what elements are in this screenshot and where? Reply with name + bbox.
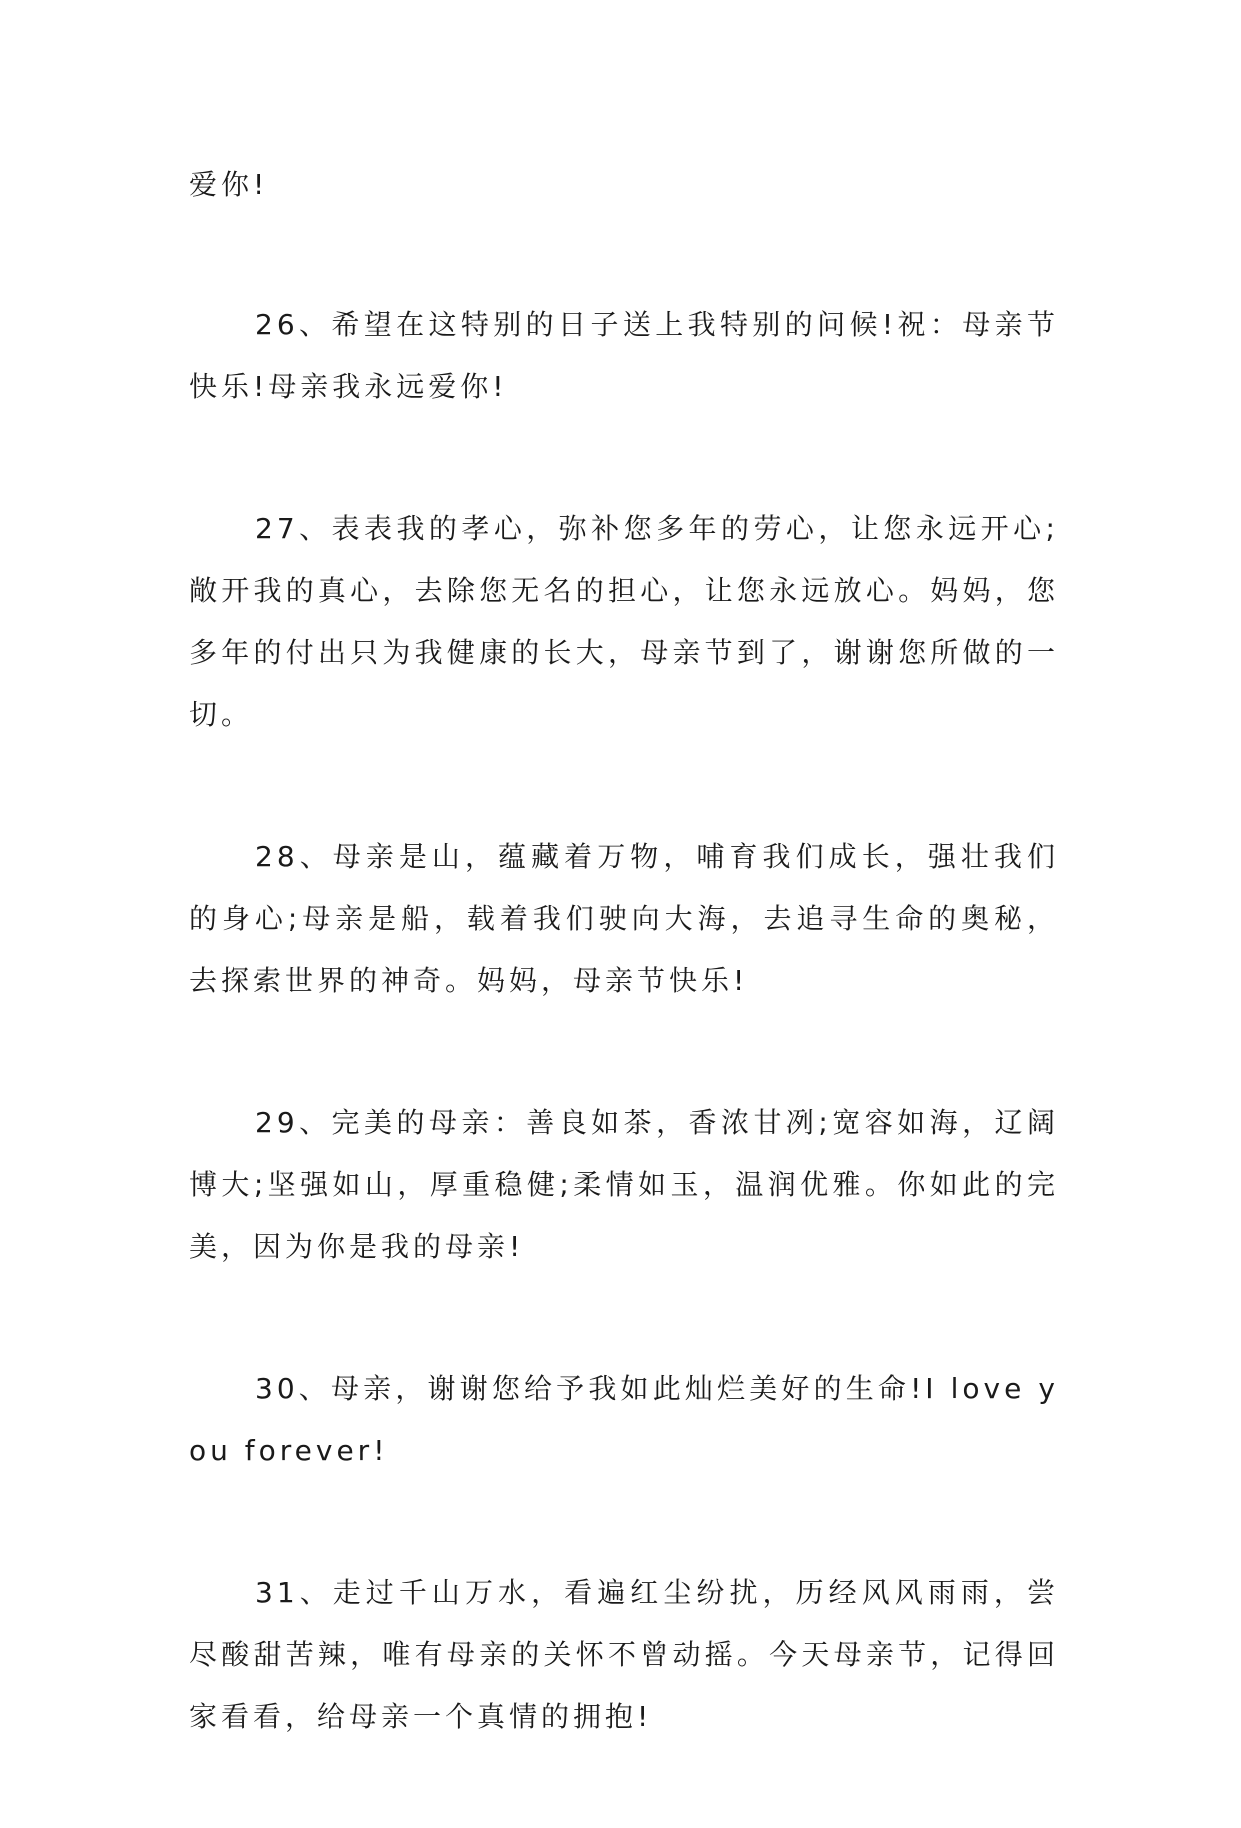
- document-body: [189, 154, 1059, 1828]
- paragraph-31: 31、走过千山万水，看遍红尘纷扰，历经风风雨雨，尝尽酸甜苦辣，唯有母亲的关怀不曾动摇。今天母亲节，记得回家看看，给母亲一个真情的拥抱!: [189, 1576, 1059, 1733]
- paragraph-30: 30、母亲，谢谢您给予我如此灿烂美好的生命!I love you forever!: [189, 1372, 1059, 1467]
- paragraph-28: 28、母亲是山，蕴藏着万物，哺育我们成长，强壮我们的身心;母亲是船，载着我们驶向大海，去追寻生命的奥秘，去探索世界的神奇。妈妈，母亲节快乐!: [189, 840, 1059, 997]
- paragraph-continuation: 爱你!: [189, 168, 269, 201]
- paragraph-26: 26、希望在这特别的日子送上我特别的问候!祝：母亲节快乐!母亲我永远爱你!: [189, 308, 1059, 403]
- paragraph-27: 27、表表我的孝心，弥补您多年的劳心，让您永远开心;敞开我的真心，去除您无名的担心，让您永远放心。妈妈，您多年的付出只为我健康的长大，母亲节到了，谢谢您所做的一切。: [189, 512, 1059, 731]
- paragraph-29: 29、完美的母亲：善良如茶，香浓甘冽;宽容如海，辽阔博大;坚强如山，厚重稳健;柔情如玉，温润优雅。你如此的完美，因为你是我的母亲!: [189, 1106, 1059, 1263]
